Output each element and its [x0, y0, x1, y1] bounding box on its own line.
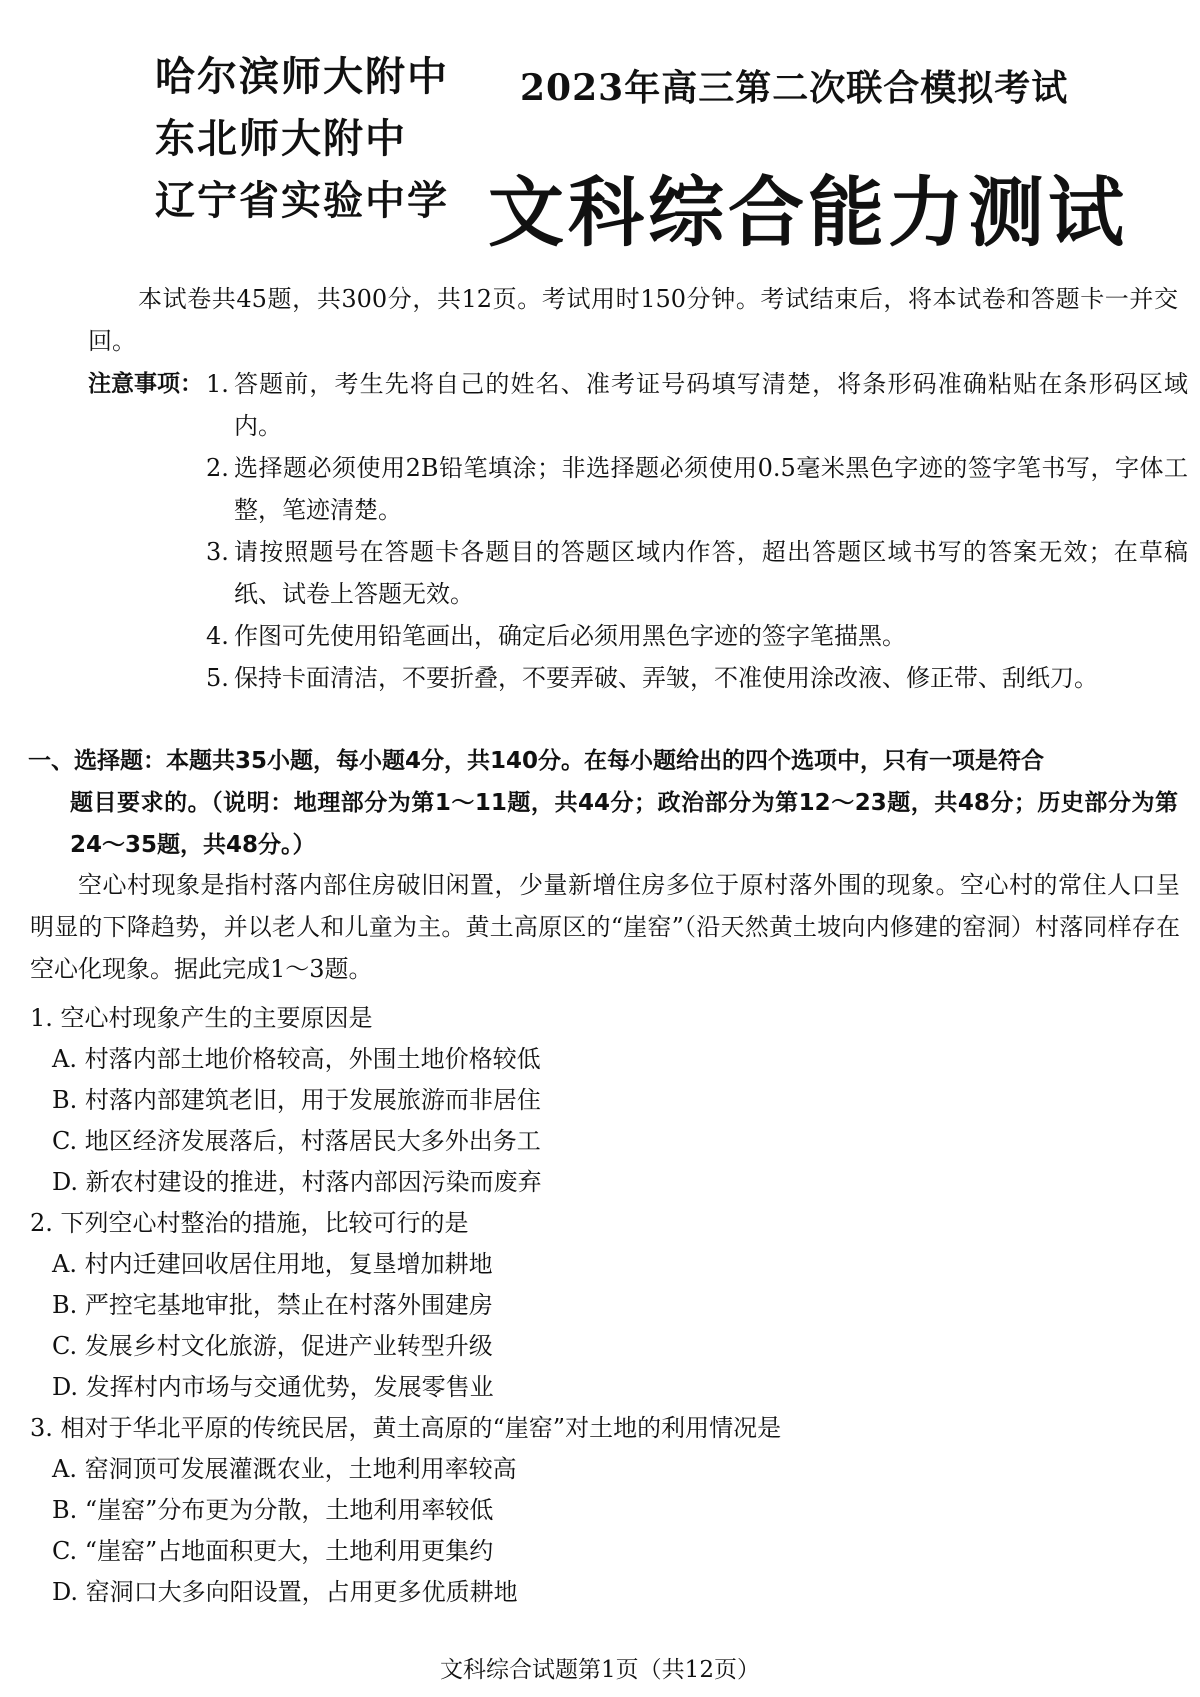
- notice-item-number: 1.: [206, 370, 229, 398]
- exam-intro: 本试卷共45题，共300分，共12页。考试用时150分钟。考试结束后，将本试卷和答题卡一并交回。: [88, 285, 1178, 355]
- notice-item-number: 2.: [206, 454, 229, 482]
- answer-option: B. 村落内部建筑老旧，用于发展旅游而非居住: [52, 1086, 541, 1114]
- school-list: [155, 46, 455, 232]
- answer-option: D. 发挥村内市场与交通优势，发展零售业: [52, 1373, 494, 1401]
- question-stem: 3. 相对于华北平原的传统民居，黄土高原的“崖窑”对土地的利用情况是: [30, 1414, 782, 1442]
- notice-item: [206, 531, 1188, 615]
- notice-item-text: 答题前，考生先将自己的姓名、准考证号码填写清楚，将条形码准确粘贴在条形码区域内。: [234, 370, 1188, 440]
- notice-item-number: 4.: [206, 622, 229, 650]
- reading-passage: 空心村现象是指村落内部住房破旧闲置，少量新增住房多位于原村落外围的现象。空心村的常住人口呈明显的下降趋势，并以老人和儿童为主。黄土高原区的“崖窑”（沿天然黄土坡向内修建的窑洞）村落同样存在空心化现象。据此完成1～3题。: [30, 871, 1180, 983]
- question: [30, 1408, 1180, 1613]
- notice-item-text: 请按照题号在答题卡各题目的答题区域内作答，超出答题区域书写的答案无效；在草稿纸、试卷上答题无效。: [234, 538, 1188, 608]
- answer-option: B. 严控宅基地审批，禁止在村落外围建房: [52, 1291, 493, 1319]
- question-stem: 1. 空心村现象产生的主要原因是: [30, 1004, 373, 1032]
- notice-item: [206, 615, 1188, 657]
- answer-option: A. 村落内部土地价格较高，外围土地价格较低: [52, 1045, 541, 1073]
- notice-item: [206, 447, 1188, 531]
- notice-item-text: 选择题必须使用2B铅笔填涂；非选择题必须使用0.5毫米黑色字迹的签字笔书写，字体工整，笔迹清楚。: [234, 454, 1188, 524]
- school-name: 东北师大附中: [155, 116, 407, 162]
- answer-option: D. 窑洞口大多向阳设置，占用更多优质耕地: [52, 1578, 518, 1606]
- notice-item: [206, 657, 1188, 699]
- notice-item-number: 5.: [206, 664, 229, 692]
- section-heading-lead: 一、选择题：本题共35小题，每小题4分，共140分。在每小题给出的四个选项中，只有一项是符合: [28, 748, 1045, 774]
- answer-option: C. 发展乡村文化旅游，促进产业转型升级: [52, 1332, 493, 1360]
- answer-option: D. 新农村建设的推进，村落内部因污染而废弃: [52, 1168, 542, 1196]
- notice-item-text: 作图可先使用铅笔画出，确定后必须用黑色字迹的签字笔描黑。: [234, 622, 906, 650]
- notice-item: [206, 363, 1188, 447]
- page-footer: 文科综合试题第1页（共12页）: [440, 1657, 760, 1683]
- question: [30, 998, 1180, 1203]
- page-title: 文科综合能力测试: [488, 168, 1128, 257]
- notice-item-number: 3.: [206, 538, 229, 566]
- section-heading: [28, 740, 1178, 866]
- school-name: 辽宁省实验中学: [155, 178, 449, 224]
- exam-title: 2023年高三第二次联合模拟考试: [520, 67, 1069, 109]
- notice-label: 注意事项：: [88, 371, 203, 397]
- answer-option: C. “崖窑”占地面积更大，土地利用更集约: [52, 1537, 494, 1565]
- question-stem: 2. 下列空心村整治的措施，比较可行的是: [30, 1209, 469, 1237]
- school-name: 哈尔滨师大附中: [155, 54, 449, 100]
- notice-list: [206, 363, 1188, 699]
- answer-option: A. 窑洞顶可发展灌溉农业，土地利用率较高: [52, 1455, 517, 1483]
- notice-block: [88, 363, 1188, 699]
- answer-option: A. 村内迁建回收居住用地，复垦增加耕地: [52, 1250, 493, 1278]
- question-list: [30, 998, 1180, 1613]
- answer-option: C. 地区经济发展落后，村落居民大多外出务工: [52, 1127, 541, 1155]
- section-heading-rest: 题目要求的。（说明：地理部分为第1～11题，共44分；政治部分为第12～23题，共48分；历史部分为第24～35题，共48分。）: [70, 790, 1178, 858]
- notice-item-text: 保持卡面清洁，不要折叠，不要弄破、弄皱，不准使用涂改液、修正带、刮纸刀。: [234, 664, 1098, 692]
- answer-option: B. “崖窑”分布更为分散，土地利用率较低: [52, 1496, 494, 1524]
- question: [30, 1203, 1180, 1408]
